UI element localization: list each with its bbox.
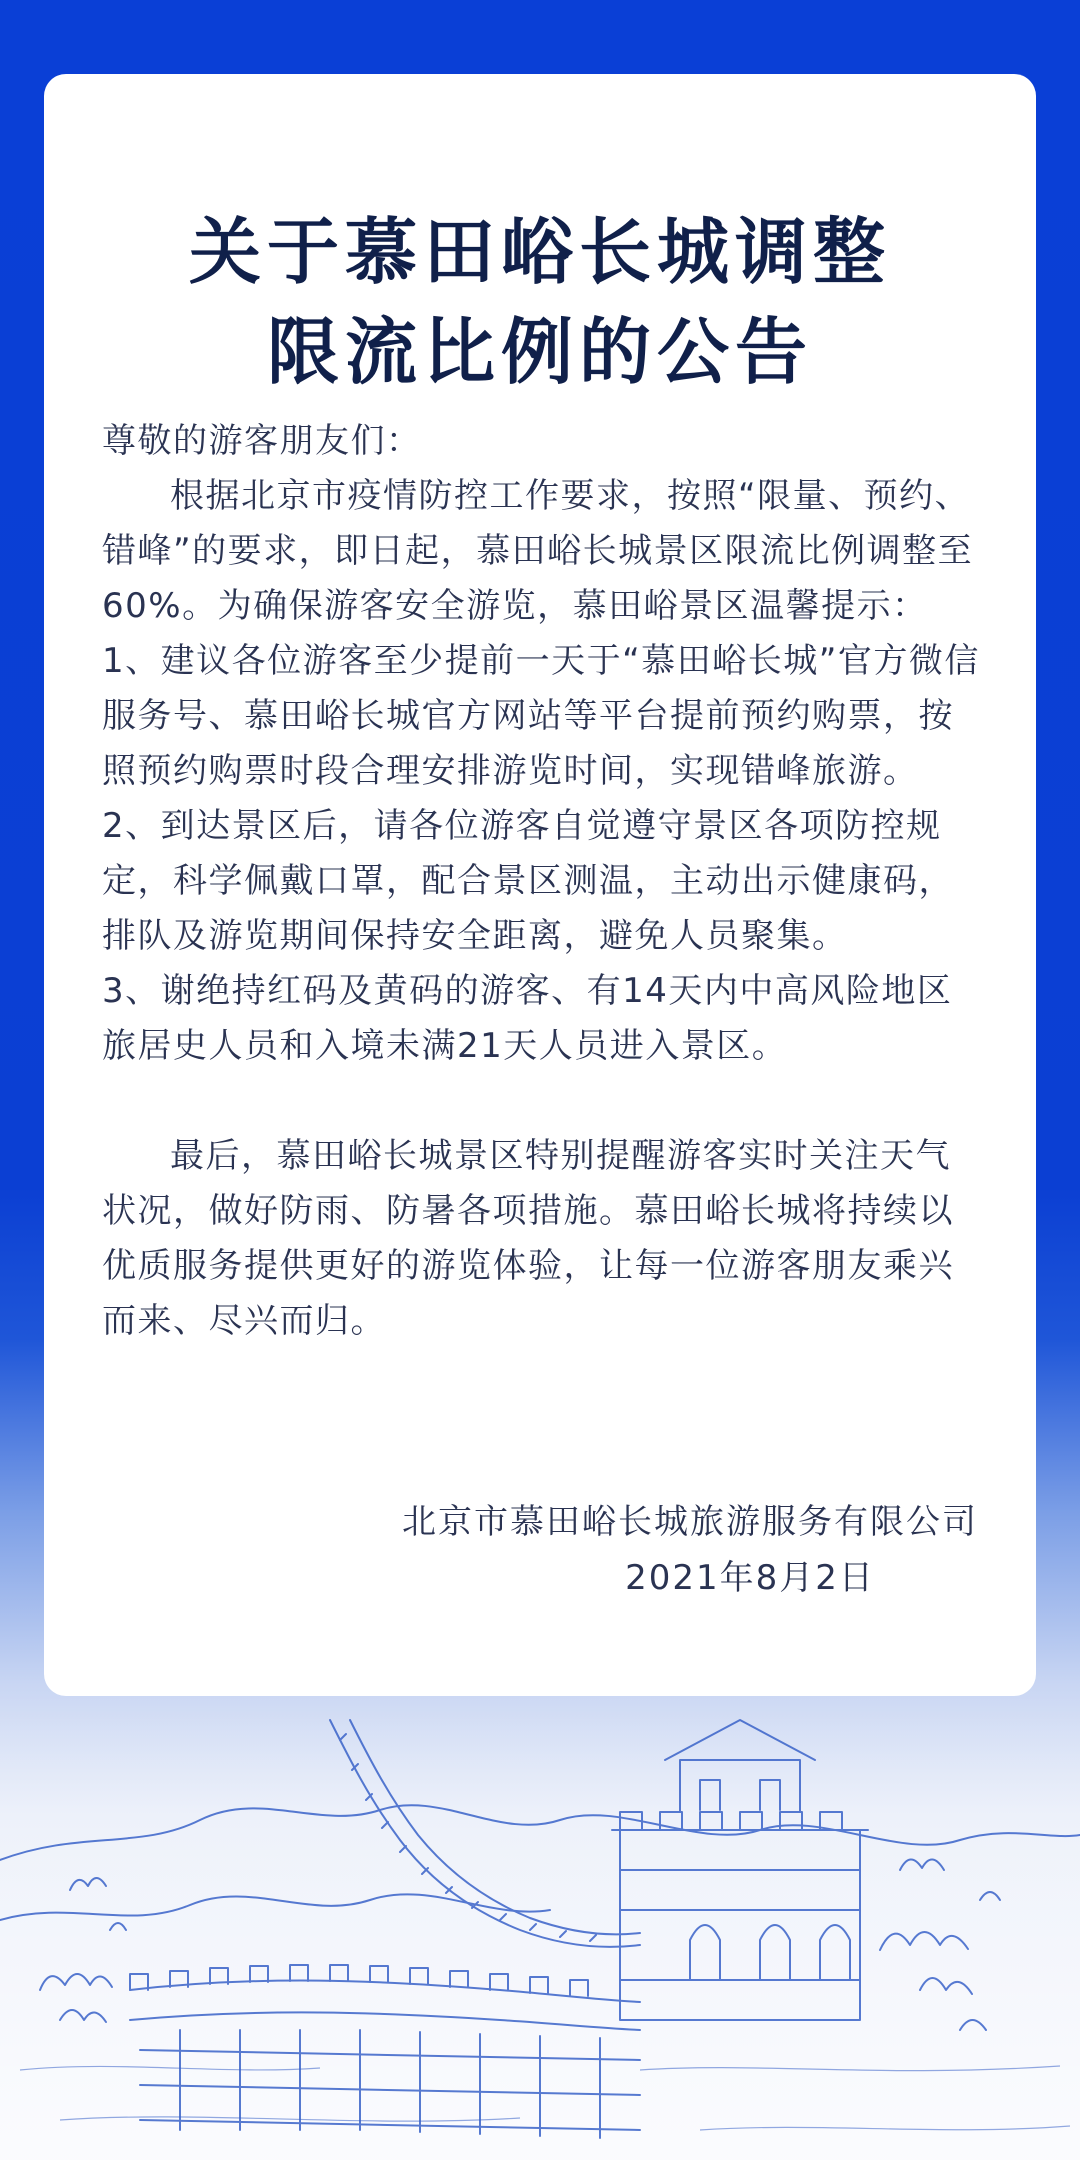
notice-signature (402, 1494, 978, 1606)
signature-date: 2021年8月2日 (625, 1558, 875, 1598)
paragraph-spacer (102, 1074, 986, 1129)
notice-title (44, 202, 1036, 402)
notice-item-1: 1、建议各位游客至少提前一天于“慕田峪长城”官方微信服务号、慕田峪长城官方网站等平台提前预约购票，按照预约购票时段合理安排游览时间，实现错峰旅游。 (102, 641, 980, 791)
great-wall-sketch-icon (0, 1690, 1080, 2160)
notice-greeting: 尊敬的游客朋友们： (102, 421, 422, 461)
signature-organization: 北京市慕田峪长城旅游服务有限公司 (402, 1502, 978, 1542)
notice-item-2: 2、到达景区后，请各位游客自觉遵守景区各项防控规定，科学佩戴口罩，配合景区测温，主动出示健康码，排队及游览期间保持安全距离，避免人员聚集。 (102, 806, 954, 956)
notice-intro-paragraph: 根据北京市疫情防控工作要求，按照“限量、预约、错峰”的要求，即日起，慕田峪长城景区限流比例调整至60%。为确保游客安全游览，慕田峪景区温馨提示： (102, 476, 974, 626)
notice-body (102, 414, 986, 1349)
notice-card (44, 74, 1036, 1696)
notice-title-line-2: 限流比例的公告 (266, 310, 813, 395)
notice-title-line-1: 关于慕田峪长城调整 (188, 210, 891, 295)
notice-item-3: 3、谢绝持红码及黄码的游客、有14天内中高风险地区旅居史人员和入境未满21天人员进入景区。 (102, 971, 953, 1066)
notice-closing-paragraph: 最后，慕田峪长城景区特别提醒游客实时关注天气状况，做好防雨、防暑各项措施。慕田峪长城将持续以优质服务提供更好的游览体验，让每一位游客朋友乘兴而来、尽兴而归。 (102, 1136, 954, 1341)
